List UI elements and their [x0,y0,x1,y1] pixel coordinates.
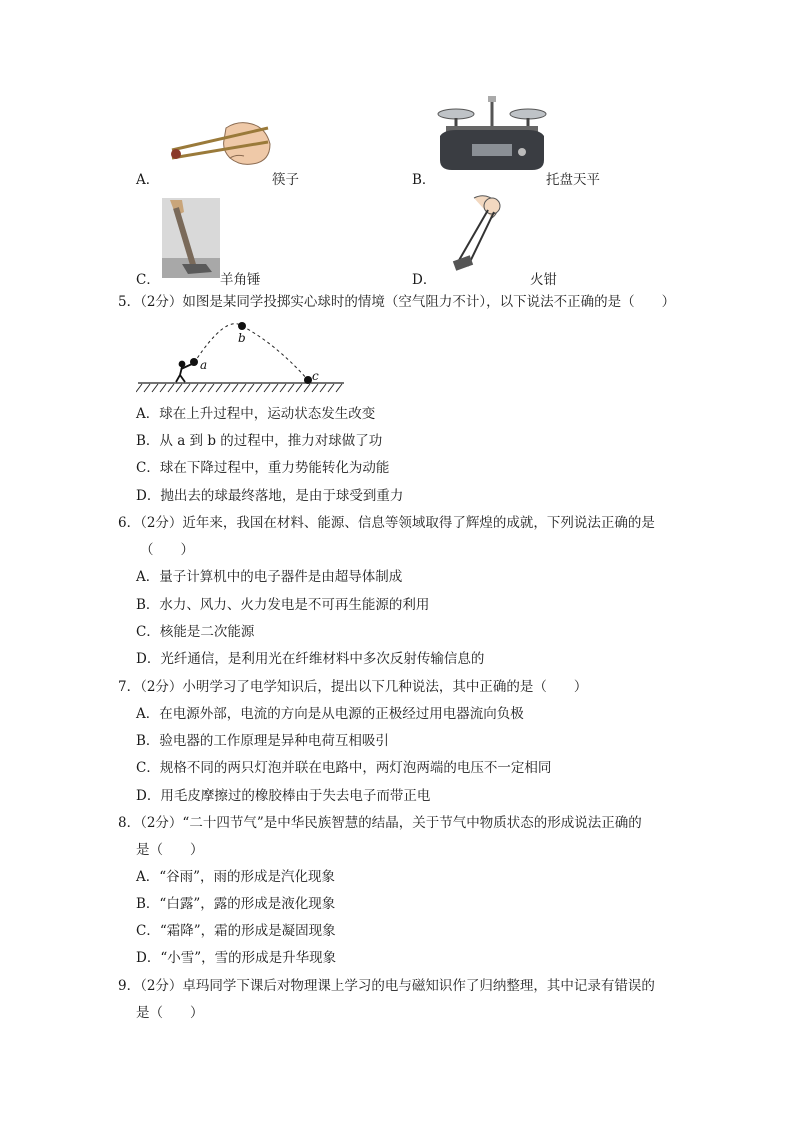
question-6-stem: 6．（2分）近年来，我国在材料、能源、信息等领域取得了辉煌的成就，下列说法正确的是 [118,515,655,531]
question-7-option-c: C．规格不同的两只灯泡并联在电路中，两灯泡两端的电压不一定相同 [136,760,552,776]
claw-hammer-picture [162,198,220,278]
question-7-option-a: A．在电源外部，电流的方向是从电源的正极经过用电器流向负极 [136,706,524,722]
chopsticks-picture [166,118,274,170]
question-8-stem-cont: 是（ ） [136,842,204,858]
question-9-stem: 9．（2分）卓玛同学下课后对物理课上学习的电与磁知识作了归纳整理，其中记录有错误的 [118,978,655,994]
question-8-option-c: C．“霜降”，霜的形成是凝固现象 [136,923,336,939]
label-b: b [238,331,246,345]
question-6-option-a: A．量子计算机中的电子器件是由超导体制成 [136,569,403,585]
option-caption-chopsticks: 筷子 [272,172,299,188]
question-7-option-d: D．用毛皮摩擦过的橡胶棒由于失去电子而带正电 [136,788,431,804]
question-8-option-b: B．“白露”，露的形成是液化现象 [136,896,336,912]
question-5-option-d: D．抛出去的球最终落地，是由于球受到重力 [136,488,404,504]
question-5-stem: 5．（2分）如图是某同学投掷实心球时的情境（空气阻力不计），以下说法不正确的是（ ） [118,294,676,310]
question-5-option-b: B．从 a 到 b 的过程中，推力对球做了功 [136,433,383,449]
option-letter-a: A． [136,172,160,188]
option-caption-balance: 托盘天平 [546,172,600,188]
question-6-option-c: C．核能是二次能源 [136,624,255,640]
question-6-option-d: D．光纤通信，是利用光在纤维材料中多次反射传输信息的 [136,651,485,667]
question-9-stem-cont: 是（ ） [136,1005,204,1021]
question-5-option-c: C．球在下降过程中，重力势能转化为动能 [136,460,390,476]
shot-put-diagram [136,316,346,396]
question-8-option-d: D．“小雪”，雪的形成是升华现象 [136,950,337,966]
option-letter-c: C． [136,272,160,288]
label-c: c [312,369,319,383]
question-7-option-b: B．验电器的工作原理是异种电荷互相吸引 [136,733,389,749]
question-7-stem: 7．（2分）小明学习了电学知识后，提出以下几种说法，其中正确的是（ ） [118,679,588,695]
fire-tongs-picture [448,192,504,274]
option-caption-hammer: 羊角锤 [220,272,261,288]
option-caption-tongs: 火钳 [530,272,557,288]
label-a: a [200,358,208,372]
question-6-option-b: B．水力、风力、火力发电是不可再生能源的利用 [136,597,430,613]
question-8-option-a: A．“谷雨”，雨的形成是汽化现象 [136,869,336,885]
option-letter-d: D． [412,272,437,288]
question-8-stem: 8．（2分）“二十四节气”是中华民族智慧的结晶，关于节气中物质状态的形成说法正确的 [118,815,642,831]
option-letter-b: B． [412,172,436,188]
question-5-option-a: A．球在上升过程中，运动状态发生改变 [136,406,376,422]
question-6-stem-cont: （ ） [140,542,194,558]
balance-scale-picture [436,96,548,178]
